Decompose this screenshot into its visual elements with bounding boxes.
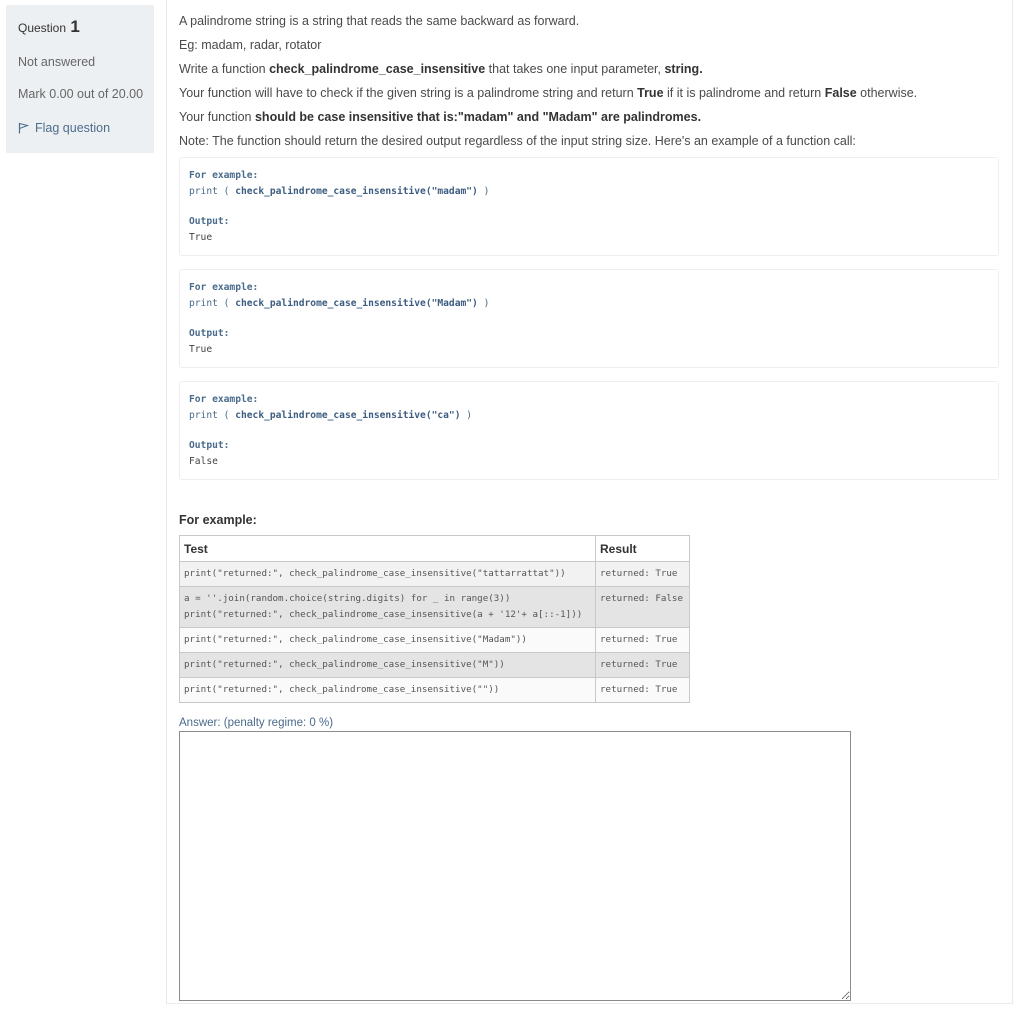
test-cases-table [179,535,690,703]
example-output: False [189,456,218,467]
prompt-line-1: A palindrome string is a string that reads the same backward as forward. [179,14,580,28]
example-output: True [189,344,213,355]
table-row [180,628,690,653]
answer-textarea[interactable] [179,731,851,1001]
tests-heading: For example: [179,513,257,527]
example-label: For example: [189,282,259,293]
prompt-line-2: Eg: madam, radar, rotator [179,38,322,52]
example-output: True [189,232,213,243]
example-output-label: Output: [189,440,230,451]
answer-label: Answer: (penalty regime: 0 %) [179,717,334,729]
table-row [180,653,690,678]
example-block-3 [179,381,999,480]
example-block-2 [179,269,999,368]
flag-icon [18,122,29,134]
prompt-line-3: Write a function check_palindrome_case_insensitive that takes one input parameter, string. [179,62,703,76]
flag-question-label: Flag question [35,121,111,135]
question-content [166,0,1013,1004]
result-cell: returned: True [596,562,690,587]
test-cell: print("returned:", check_palindrome_case_insensitive("")) [180,678,596,703]
example-call: print ( check_palindrome_case_insensitive("ca") ) [189,410,473,421]
example-block-1 [179,157,999,256]
table-row [180,678,690,703]
question-info-panel [6,5,154,153]
example-output-label: Output: [189,216,230,227]
result-cell: returned: True [596,653,690,678]
test-cell: a = ''.join(random.choice(string.digits) for _ in range(3)) print("returned:", check_palindrome_case_insensitive(a + '12'+ a[::-1])) [180,587,596,628]
column-header-result: Result [596,536,690,562]
table-row [180,587,690,628]
question-state: Not answered [18,55,96,69]
column-header-test: Test [180,536,596,562]
example-label: For example: [189,170,259,181]
test-cell: print("returned:", check_palindrome_case_insensitive("Madam")) [180,628,596,653]
result-cell: returned: True [596,678,690,703]
result-cell: returned: True [596,628,690,653]
table-header-row [180,536,690,562]
table-row [180,562,690,587]
example-output-label: Output: [189,328,230,339]
example-call: print ( check_palindrome_case_insensitive("madam") ) [189,186,490,197]
example-label: For example: [189,394,259,405]
question-number: Question 1 [18,17,80,36]
prompt-line-4: Your function will have to check if the given string is a palindrome string and return True if it is palindrome and return False otherwise. [179,86,918,100]
example-call: print ( check_palindrome_case_insensitive("Madam") ) [189,298,490,309]
result-cell: returned: False [596,587,690,628]
prompt-line-5: Your function should be case insensitive that is:"madam" and "Madam" are palindromes. [179,110,702,124]
prompt-line-6: Note: The function should return the desired output regardless of the input string size. Here's an example of a function call: [179,134,856,148]
flag-question-link[interactable] [18,121,142,135]
test-cell: print("returned:", check_palindrome_case_insensitive("tattarrattat")) [180,562,596,587]
test-cell: print("returned:", check_palindrome_case_insensitive("M")) [180,653,596,678]
question-mark: Mark 0.00 out of 20.00 [18,87,144,101]
